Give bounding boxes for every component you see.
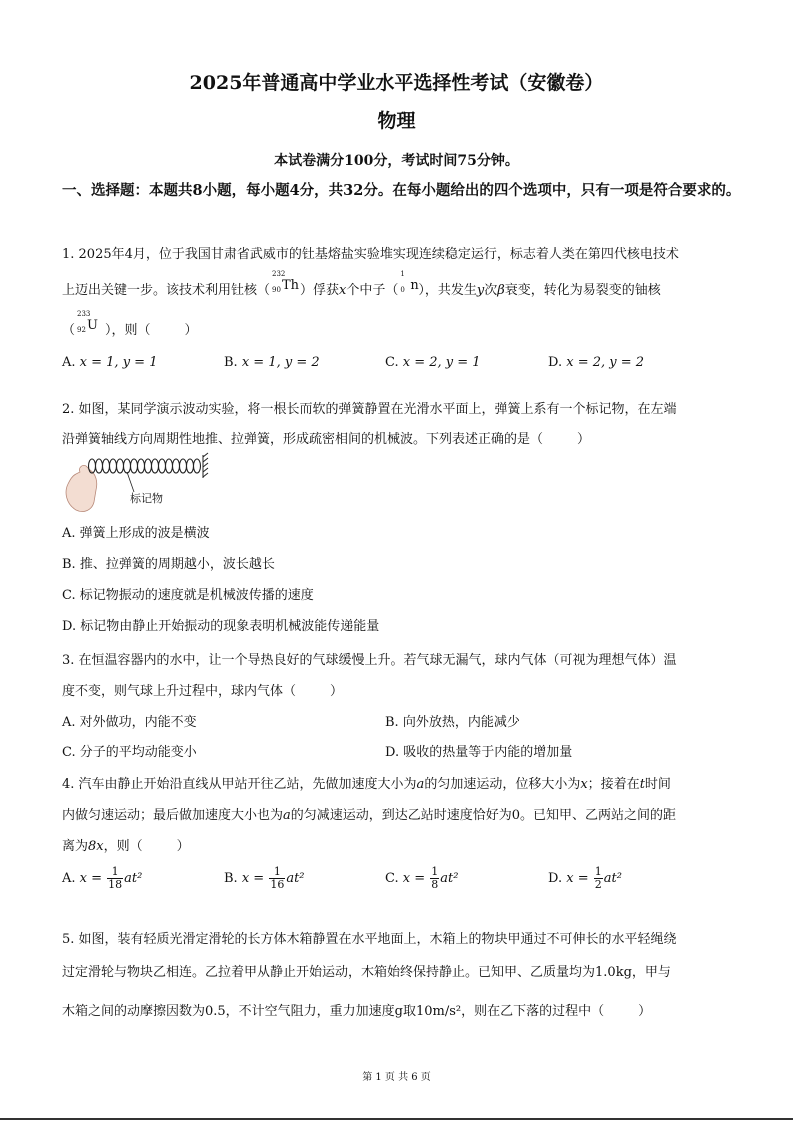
q1-option-b: B. x = 1, y = 2 [224, 355, 320, 370]
wall-icon [203, 453, 208, 478]
q1-option-a: A. x = 1, y = 1 [62, 355, 158, 370]
hand-icon [66, 465, 97, 511]
marker-label: 标记物 [130, 492, 163, 505]
q5-line2: 过定滑轮与物块乙相连。乙拉着甲从静止开始运动，木箱始终保持静止。已知甲、乙质量均为1.0kg，甲与 [62, 965, 671, 980]
q5-line3: 木箱之间的动摩擦因数为0.5，不计空气阻力，重力加速度g取10m/s²，则在乙下落的过程中（ ） [62, 1004, 652, 1019]
section-heading: 一、选择题：本题共8小题，每小题4分，共32分。在每小题给出的四个选项中，只有一项是符合要求的。 [62, 182, 741, 199]
bottom-divider [0, 1118, 793, 1120]
q2-line1: 2. 如图，某同学演示波动实验，将一根长而软的弹簧静置在光滑水平面上，弹簧上系有一个标记物，在左端 [62, 402, 677, 417]
page-number: 第 1 页 共 6 页 [362, 1072, 431, 1083]
q4-option-a: A. x = $\frac{1}{18}$ at² [62, 865, 143, 891]
exam-title: 2025年普通高中学业水平选择性考试（安徽卷） [189, 72, 604, 94]
spring-figure [62, 452, 212, 514]
q3-option-b: B. 向外放热，内能减少 [385, 715, 520, 730]
q3-option-a: A. 对外做功，内能不变 [62, 715, 197, 730]
q3-option-d: D. 吸收的热量等于内能的增加量 [385, 745, 573, 760]
q2-option-d: D. 标记物由静止开始振动的现象表明机械波能传递能量 [62, 619, 380, 634]
uranium-nucleus: 233 92 U [77, 310, 98, 334]
spring-coil [89, 459, 201, 473]
q4-line1: 4. 汽车由静止开始沿直线从甲站开往乙站，先做加速度大小为a的匀加速运动，位移大小为x；接着在t时间 [62, 777, 671, 792]
q3-option-c: C. 分子的平均动能变小 [62, 745, 197, 760]
q5-line1: 5. 如图，装有轻质光滑定滑轮的长方体木箱静置在水平地面上，木箱上的物块甲通过不可伸长的水平轻绳绕 [62, 932, 677, 947]
q4-option-b: B. x = $\frac{1}{16}$ at² [224, 865, 305, 891]
q2-option-a: A. 弹簧上形成的波是横波 [62, 526, 210, 541]
neutron: 1 0 n [400, 270, 419, 294]
q3-line2: 度不变，则气球上升过程中，球内气体（ ） [62, 684, 344, 699]
q2-option-b: B. 推、拉弹簧的周期越小，波长越长 [62, 557, 275, 572]
exam-info: 本试卷满分100分，考试时间75分钟。 [274, 153, 519, 169]
q3-line1: 3. 在恒温容器内的水中，让一个导热良好的气球缓慢上升。若气球无漏气，球内气体（可视为理想气体）温 [62, 653, 677, 668]
q1-option-d: D. x = 2, y = 2 [548, 355, 645, 370]
q1-line3: （ 233 92 U ），则（ ） [62, 310, 198, 338]
thorium-nucleus: 232 90 Th [272, 270, 300, 294]
q2-option-c: C. 标记物振动的速度就是机械波传播的速度 [62, 588, 314, 603]
subject-title: 物理 [377, 110, 416, 132]
q1-option-c: C. x = 2, y = 1 [385, 355, 481, 370]
q1-line1: 1. 2025年4月，位于我国甘肃省武威市的钍基熔盐实验堆实现连续稳定运行，标志着人类在第四代核电技术 [62, 247, 679, 262]
q4-line2: 内做匀速运动；最后做加速度大小也为a的匀减速运动，到达乙站时速度恰好为0。已知甲、乙两站之间的距 [62, 808, 677, 823]
marker-pointer [127, 472, 134, 492]
q2-line2: 沿弹簧轴线方向周期性地推、拉弹簧，形成疏密相间的机械波。下列表述正确的是（ ） [62, 432, 591, 447]
q4-option-c: C. x = $\frac{1}{8}$ at² [385, 865, 459, 891]
q4-line3: 离为8x，则（ ） [62, 839, 190, 854]
q1-line2: 上迈出关键一步。该技术利用钍核（ 232 90 Th ）俘获x个中子（ 1 0 n ），共发生y次β衰变，转化为易裂变的铀核 [62, 270, 661, 298]
q4-option-d: D. x = $\frac{1}{2}$ at² [548, 865, 622, 891]
